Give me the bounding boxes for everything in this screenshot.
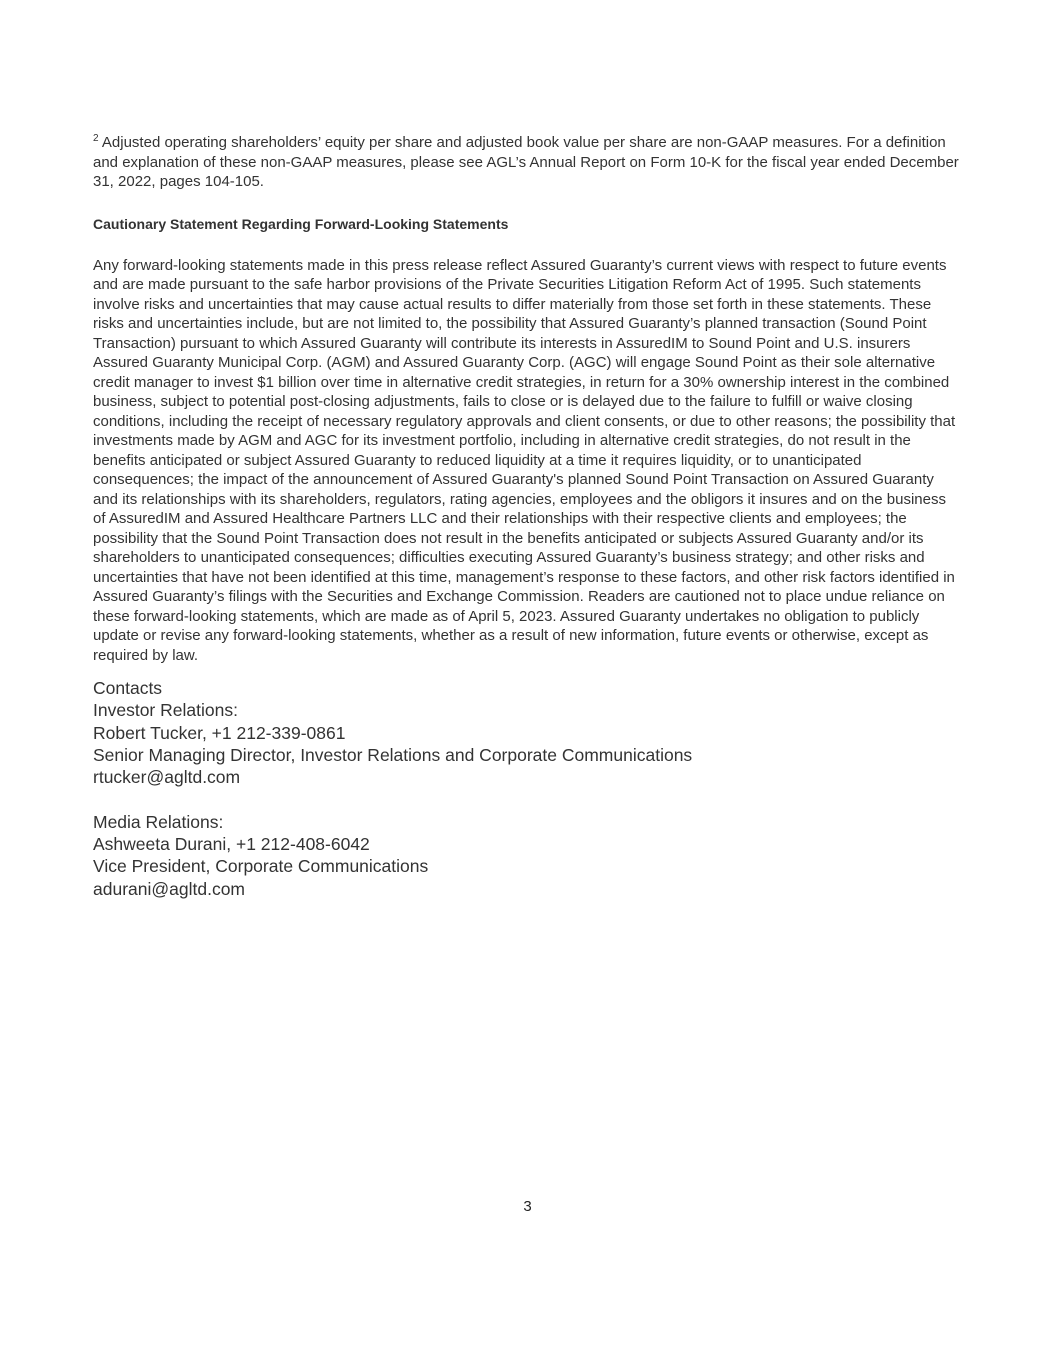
cautionary-heading: Cautionary Statement Regarding Forward-Looking Statements (93, 215, 509, 232)
footnote (93, 133, 962, 192)
contacts-spacer (93, 788, 962, 810)
contacts-section (93, 677, 962, 900)
investor-relations-name-phone: Robert Tucker, +1 212-339-0861 (93, 722, 346, 743)
page-number: 3 (523, 1198, 532, 1215)
footnote-marker: 2 (93, 133, 99, 144)
investor-relations-title: Investor Relations: (93, 700, 238, 721)
media-relations-name-phone: Ashweeta Durani, +1 212-408-6042 (93, 834, 370, 855)
media-relations-title: Media Relations: (93, 811, 224, 832)
media-relations-role: Vice President, Corporate Communications (93, 856, 429, 877)
media-relations-email: adurani@agltd.com (93, 878, 246, 899)
investor-relations-email: rtucker@agltd.com (93, 767, 241, 788)
footnote-text: Adjusted operating shareholders’ equity per share and adjusted book value per share are non-GAAP measures. For a definition and explanation of these non-GAAP measures, please see AGL’s Annual Report on Form 10-K for the fiscal year ended December 31, 2022, pages 104-105. (93, 134, 959, 190)
investor-relations-role: Senior Managing Director, Investor Relations and Corporate Communications (93, 744, 693, 765)
contacts-heading: Contacts (93, 678, 163, 698)
cautionary-body: Any forward-looking statements made in this press release reflect Assured Guaranty’s current views with respect to future events and are made pursuant to the safe harbor provisions of the Private Securities Litigation Reform Act of 1995. Such statements involve risks and uncertainties that may cause actual results to differ materially from those set forth in these statements. These risks and uncertainties include, but are not limited to, the possibility that Assured Guaranty’s planned transaction (Sound Point Transaction) pursuant to which Assured Guaranty will contribute its interests in AssuredIM to Sound Point and U.S. insurers Assured Guaranty Municipal Corp. (AGM) and Assured Guaranty Corp. (AGC) will engage Sound Point as their sole alternative credit manager to invest $1 billion over time in alternative credit strategies, in return for a 30% ownership interest in the combined business, subject to potential post-closing adjustments, fails to close or is delayed due to the failure to fulfill or waive closing conditions, including the receipt of necessary regulatory approvals and client consents, or due to other reasons; the possibility that investments made by AGM and AGC for its investment portfolio, including in alternative credit strategies, do not result in the benefits anticipated or subject Assured Guaranty to reduced liquidity at a time it requires liquidity, or to unanticipated consequences; the impact of the announcement of Assured Guaranty's planned Sound Point Transaction on Assured Guaranty and its relationships with its shareholders, regulators, rating agencies, employees and the obligors it insures and on the business of AssuredIM and Assured Healthcare Partners LLC and their relationships with their respective clients and employees; the possibility that the Sound Point Transaction does not result in the benefits anticipated or subjects Assured Guaranty and/or its shareholders to unanticipated consequences; difficulties executing Assured Guaranty’s business strategy; and other risks and uncertainties that have not been identified at this time, management’s response to these factors, and other risk factors identified in Assured Guaranty’s filings with the Securities and Exchange Commission. Readers are cautioned not to place undue reliance on these forward-looking statements, which are made as of April 5, 2023. Assured Guaranty undertakes no obligation to publicly update or revise any forward-looking statements, whether as a result of new information, future events or otherwise, except as required by law. (93, 256, 956, 664)
